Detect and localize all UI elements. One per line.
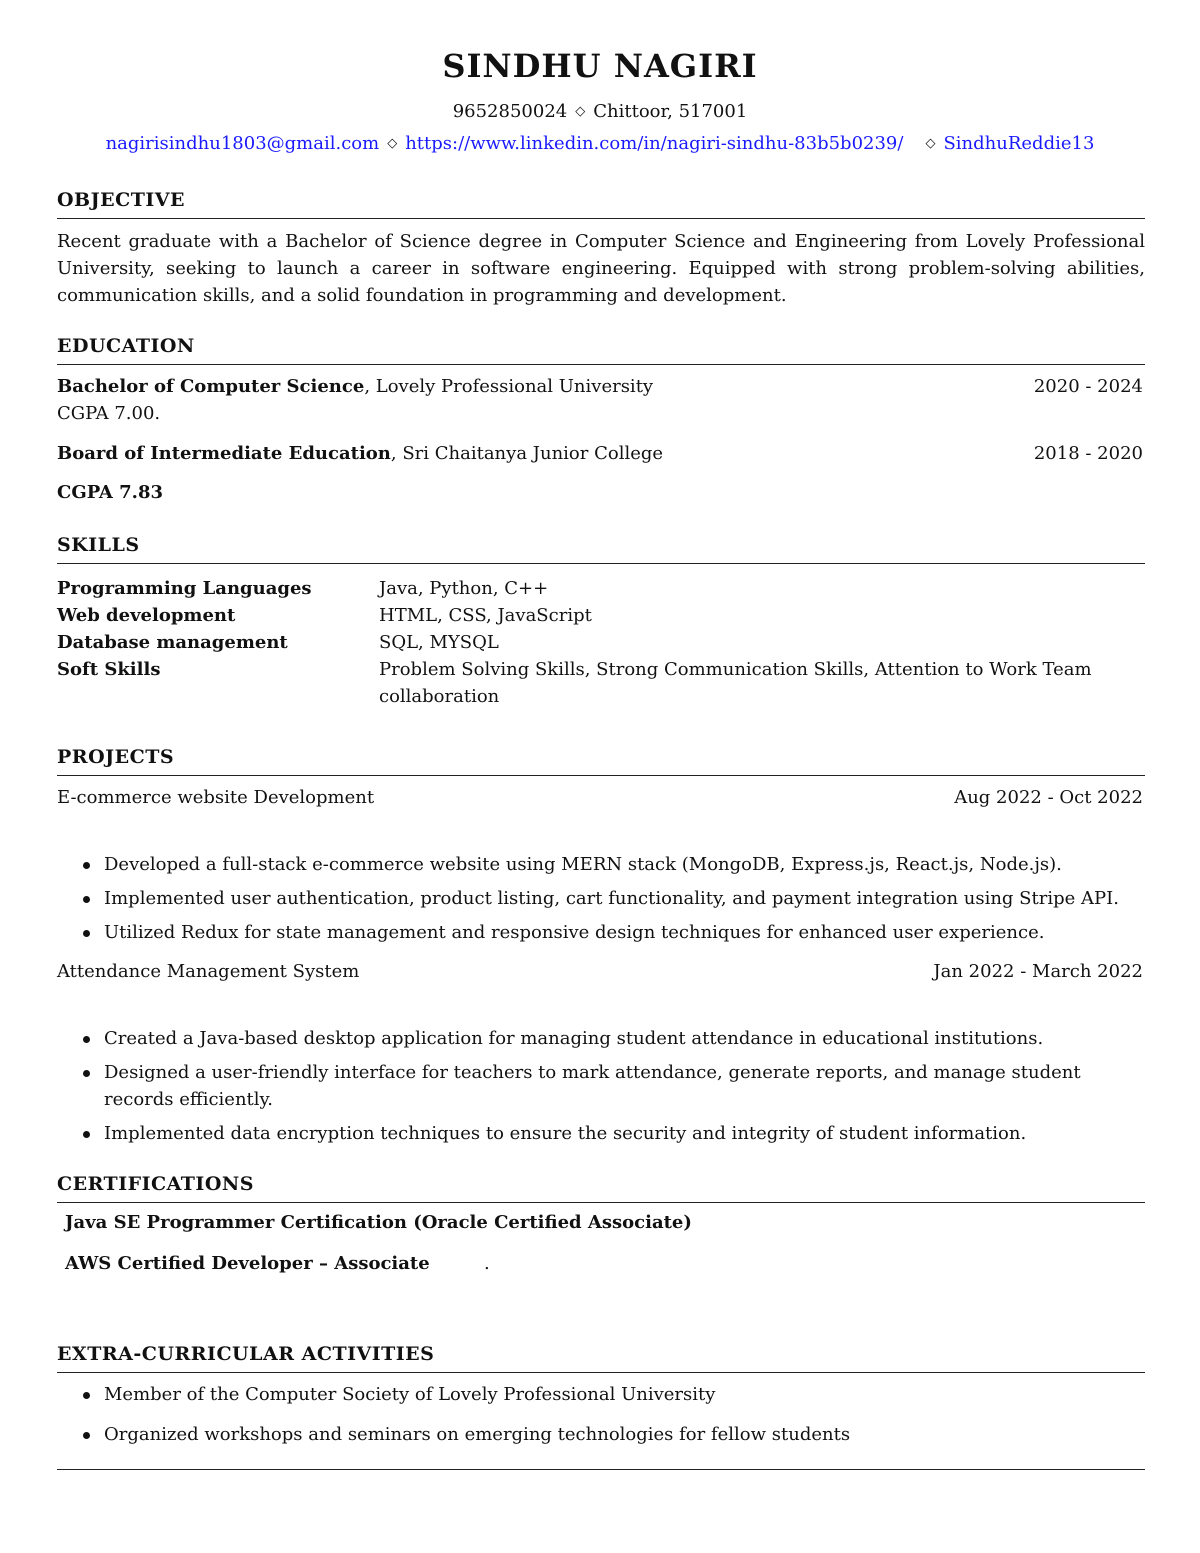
project-name: Attendance Management System	[57, 961, 360, 982]
list-item: Designed a user-friendly interface for teachers to mark attendance, generate reports, and manage student records efficiently.	[80, 1059, 1145, 1113]
bullet-icon	[83, 1432, 90, 1439]
section-rule	[57, 218, 1145, 219]
project-dates: Aug 2022 - Oct 2022	[954, 787, 1143, 808]
skill-label: Programming Languages	[57, 578, 312, 599]
section-rule	[57, 1202, 1145, 1203]
bullet-icon	[83, 930, 90, 937]
skill-label: Web development	[57, 605, 236, 626]
education-institution: , Sri Chaitanya Junior College	[390, 443, 664, 464]
list-item: Implemented user authentication, product listing, cart functionality, and payment integration using Stripe API.	[80, 885, 1145, 912]
list-item: Utilized Redux for state management and responsive design techniques for enhanced user experience.	[80, 919, 1145, 946]
education-entry	[57, 440, 663, 467]
certification-trailing-dot: .	[484, 1253, 490, 1274]
skill-value: HTML, CSS, JavaScript	[379, 605, 592, 626]
candidate-name: SINDHU NAGIRI	[442, 47, 758, 85]
bullet-icon	[83, 1036, 90, 1043]
linkedin-link[interactable]: https://www.linkedin.com/in/nagiri-sindhu-83b5b0239/	[405, 133, 904, 154]
bullet-icon	[83, 862, 90, 869]
education-dates: 2018 - 2020	[1033, 443, 1143, 464]
education-dates: 2020 - 2024	[1033, 376, 1143, 397]
section-title-projects: PROJECTS	[57, 746, 175, 768]
skill-label: Soft Skills	[57, 659, 161, 680]
bullet-icon	[83, 1392, 90, 1399]
links-line	[0, 132, 1200, 156]
footer-rule	[57, 1469, 1145, 1470]
section-title-objective: OBJECTIVE	[57, 189, 185, 211]
diamond-separator-icon: ◇	[575, 104, 586, 119]
education-institution: , Lovely Professional University	[364, 376, 654, 397]
certification-item: AWS Certified Developer – Associate	[65, 1253, 430, 1274]
location: Chittoor, 517001	[593, 101, 748, 122]
list-item: Member of the Computer Society of Lovely Professional University	[80, 1381, 1145, 1408]
section-title-education: EDUCATION	[57, 335, 195, 357]
education-degree: Board of Intermediate Education	[57, 443, 391, 464]
skill-value: Problem Solving Skills, Strong Communication Skills, Attention to Work Team collaboration	[379, 659, 1092, 707]
skill-value: SQL, MYSQL	[379, 632, 499, 653]
education-entry	[57, 373, 653, 400]
project-bullets	[80, 851, 1145, 953]
bullet-icon	[83, 1070, 90, 1077]
project-dates: Jan 2022 - March 2022	[933, 961, 1143, 982]
bullet-icon	[83, 1131, 90, 1138]
list-item: Created a Java-based desktop application for managing student attendance in educational institutions.	[80, 1025, 1145, 1052]
phone-number: 9652850024	[452, 101, 568, 122]
diamond-separator-icon: ◇	[925, 136, 936, 151]
activities-bullets	[80, 1381, 1145, 1455]
section-title-skills: SKILLS	[57, 534, 140, 556]
education-degree: Bachelor of Computer Science	[57, 376, 365, 397]
section-rule	[57, 364, 1145, 365]
list-item: Organized workshops and seminars on emerging technologies for fellow students	[80, 1421, 1145, 1448]
education-detail: CGPA 7.83	[57, 482, 163, 503]
project-bullets	[80, 1025, 1145, 1154]
objective-text: Recent graduate with a Bachelor of Science degree in Computer Science and Engineering from Lovely Professional University, seeking to launch a career in software engineering. Equipped with strong problem-solving abilities, communication skills, and a solid foundation in programming and development.	[57, 231, 1145, 306]
section-rule	[57, 775, 1145, 776]
certification-item: Java SE Programmer Certification (Oracle Certified Associate)	[65, 1212, 692, 1233]
email-link[interactable]: nagirisindhu1803@gmail.com	[105, 133, 380, 154]
section-rule	[57, 563, 1145, 564]
list-item: Implemented data encryption techniques to ensure the security and integrity of student information.	[80, 1120, 1145, 1147]
list-item: Developed a full-stack e-commerce website using MERN stack (MongoDB, Express.js, React.js, Node.js).	[80, 851, 1145, 878]
education-detail: CGPA 7.00.	[57, 403, 161, 424]
diamond-separator-icon: ◇	[387, 136, 398, 151]
skill-label: Database management	[57, 632, 288, 653]
skill-value: Java, Python, C++	[379, 578, 549, 599]
section-title-activities: EXTRA-CURRICULAR ACTIVITIES	[57, 1343, 435, 1365]
section-rule	[57, 1372, 1145, 1373]
project-name: E-commerce website Development	[57, 787, 375, 808]
bullet-icon	[83, 896, 90, 903]
github-link[interactable]: SindhuReddie13	[943, 133, 1095, 154]
contact-line	[0, 100, 1200, 124]
section-title-certifications: CERTIFICATIONS	[57, 1173, 254, 1195]
